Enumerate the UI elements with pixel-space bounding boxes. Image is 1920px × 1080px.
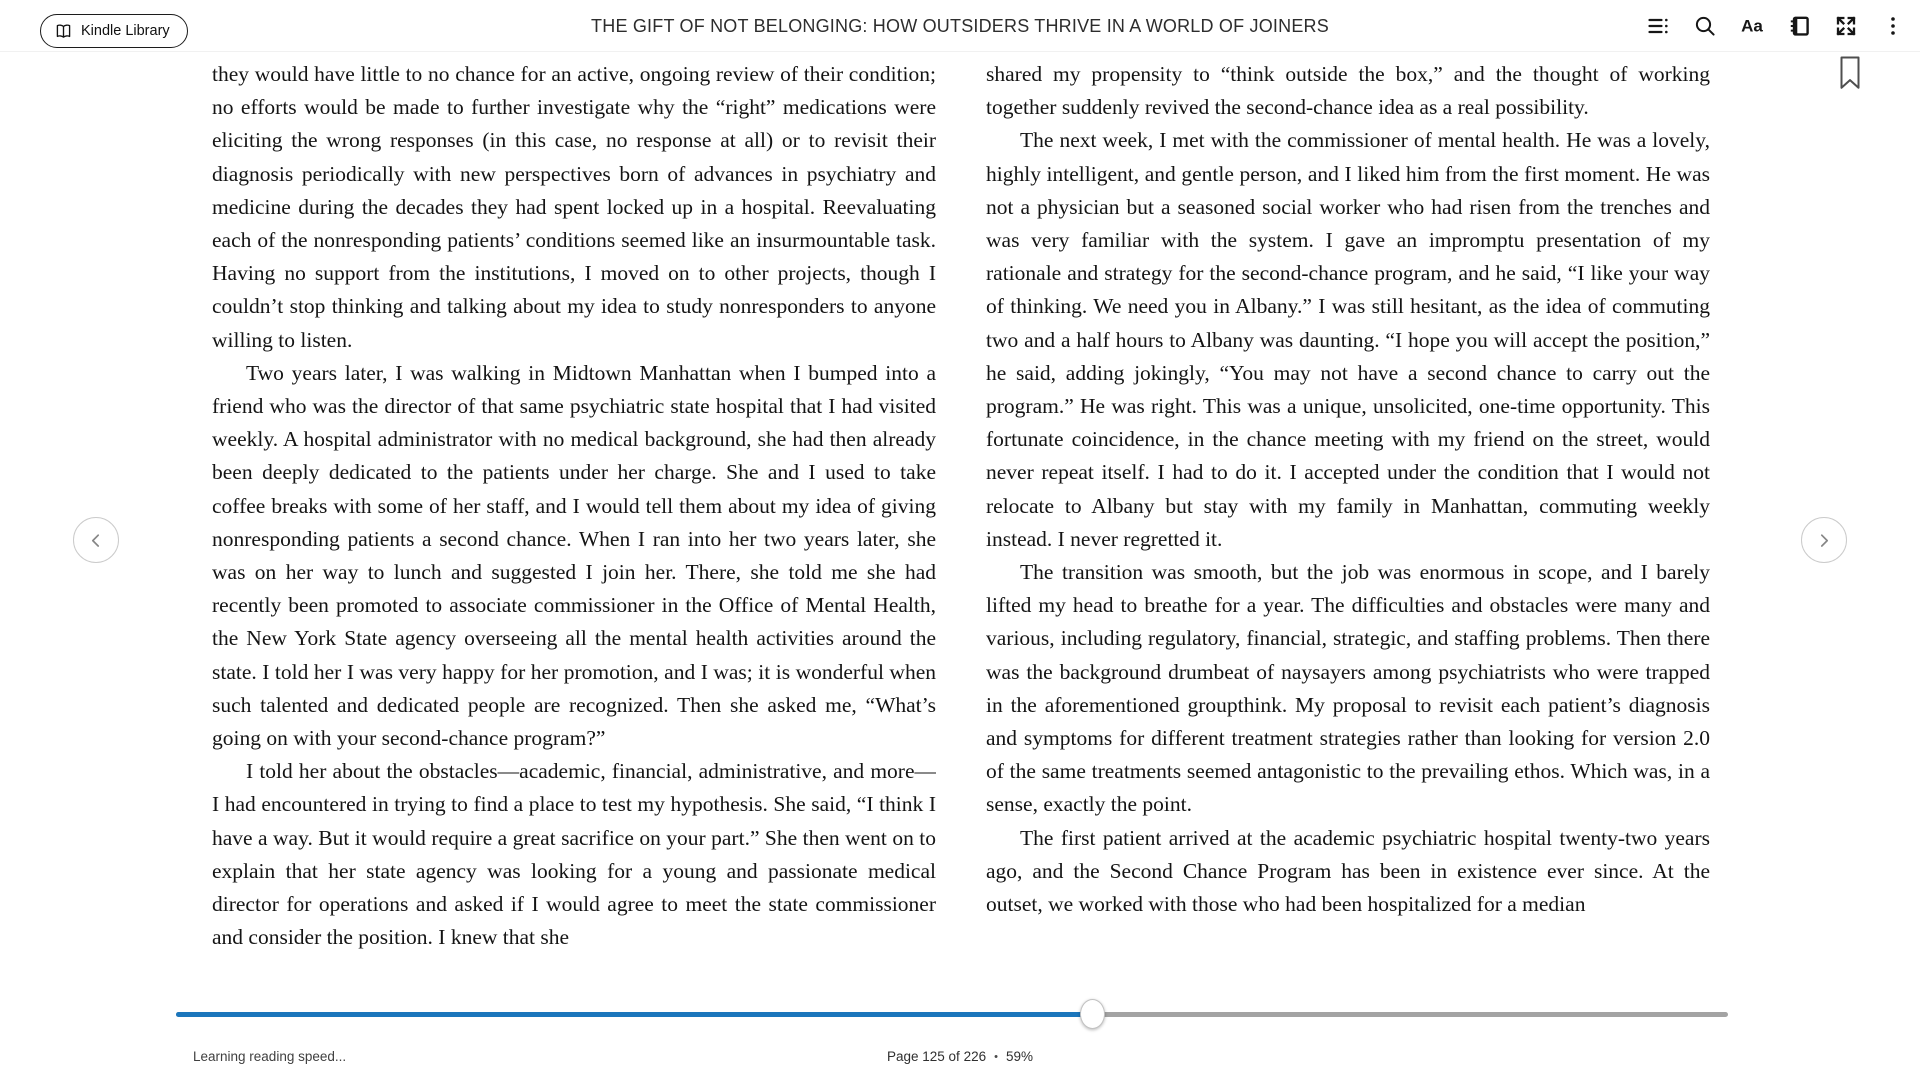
kindle-library-label: Kindle Library [81, 23, 170, 39]
previous-page-button[interactable] [73, 517, 119, 563]
book-paragraph: they would have little to no chance for an active, ongoing review of their condition; no efforts would be made to further investigate why the “right” medications were eliciting the wrong responses (in this case, no response at all) or to revisit their diagnosis periodically with new perspectives born of advances in psychiatry and medicine during the decades they had spent locked up in a hospital. Reevaluating each of the nonresponding patients’ conditions seemed like an insurmountable task. Having no support from the institutions, I moved on to other projects, though I couldn’t stop thinking and talking about my idea to study nonresponders to anyone willing to listen. [212, 62, 936, 352]
book-paragraph: Two years later, I was walking in Midtown Manhattan when I bumped into a friend who was the director of that same psychiatric state hospital that I had visited weekly. A hospital administrator with no medical background, she had then already been deeply dedicated to the patients under her charge. She and I used to take coffee breaks with some of her staff, and I would tell them about my idea of giving nonresponding patients a second chance. When I ran into her two years later, she was on her way to lunch and suggested I join her. There, she told me she had recently been promoted to associate commissioner in the Office of Mental Health, the New York State agency overseeing all the mental health activities around the state. I told her I was very happy for her promotion, and I was; it is wonderful when such talented and dedicated people are recognized. Then she asked me, “What’s going on with your second-chance program?” [212, 360, 936, 751]
reading-speed-status: Learning reading speed... [193, 1049, 347, 1064]
fullscreen-icon[interactable] [1833, 13, 1859, 39]
overflow-menu-icon[interactable] [1880, 13, 1906, 39]
kindle-library-button[interactable] [40, 14, 188, 48]
progress-slider[interactable] [176, 1012, 1728, 1017]
separator-dot: • [994, 1050, 998, 1063]
right-column [986, 58, 1710, 992]
page-content [212, 58, 1710, 992]
book-paragraph: shared my propensity to “think outside the box,” and the thought of working together suddenly revived the second-chance idea as a real possibility. [986, 62, 1710, 120]
search-icon[interactable] [1692, 13, 1718, 39]
progress-fill [176, 1012, 1092, 1017]
svg-text:Aa: Aa [1741, 16, 1763, 36]
page-indicator [0, 1049, 1920, 1064]
progress-thumb[interactable] [1080, 999, 1105, 1029]
chevron-right-icon [1812, 528, 1836, 552]
left-column [212, 58, 936, 992]
bookmark-icon[interactable] [1837, 56, 1863, 90]
percent-label: 59% [1005, 1049, 1033, 1064]
chevron-left-icon [84, 528, 108, 552]
top-toolbar [0, 0, 1920, 52]
typography-icon[interactable] [1739, 13, 1765, 39]
open-book-icon [54, 22, 73, 41]
book-title: THE GIFT OF NOT BELONGING: HOW OUTSIDERS THRIVE IN A WORLD OF JOINERS [591, 15, 1329, 36]
toc-icon[interactable] [1645, 13, 1671, 39]
notebook-icon[interactable] [1786, 13, 1812, 39]
book-paragraph: The next week, I met with the commissioner of mental health. He was a lovely, highly intelligent, and gentle person, and I liked him from the first moment. He was not a physician but a seasoned social worker who had risen from the trenches and was very familiar with the system. I gave an impromptu presentation of my rationale and strategy for the second-chance program, and he said, “I like your way of thinking. We need you in Albany.” I was still hesitant, as the idea of commuting two and a half hours to Albany was daunting. “I hope you will accept the position,” he said, adding jokingly, “You may not have a second chance to carry out the program.” He was right. This was a unique, unsolicited, one-time opportunity. This fortunate coincidence, in the chance meeting with my friend on the street, would never repeat itself. I had to do it. I accepted under the condition that I would not relocate to Albany but stay with my family in Manhattan, commuting weekly instead. I never regretted it. [986, 128, 1710, 551]
next-page-button[interactable] [1801, 517, 1847, 563]
book-paragraph: I told her about the obstacles—academic, financial, administrative, and more—I had encountered in trying to find a place to test my hypothesis. She said, “I think I have a way. But it would require a great sacrifice on your part.” She then went on to explain that her state agency was looking for a young and passionate medical director for operations and asked if I would agree to meet the state commissioner and consider the position. I knew that she [212, 759, 936, 950]
book-paragraph: The transition was smooth, but the job was enormous in scope, and I barely lifted my head to breathe for a year. The difficulties and obstacles were many and various, including regulatory, financial, strategic, and staffing problems. Then there was the background drumbeat of naysayers among psychiatrists who were trapped in the aforementioned groupthink. My proposal to revisit each patient’s diagnosis and symptoms for different treatment strategies rather than looking for version 2.0 of the same treatments seemed antagonistic to the prevailing ethos. Which was, in a sense, exactly the point. [986, 560, 1710, 817]
book-paragraph: The first patient arrived at the academic psychiatric hospital twenty-two years ago, and the Second Chance Program has been in existence ever since. At the outset, we worked with those who had been hospitalized for a median [986, 825, 1710, 917]
page-number-label: Page 125 of 226 [887, 1049, 987, 1064]
toolbar-icons [1645, 0, 1906, 52]
